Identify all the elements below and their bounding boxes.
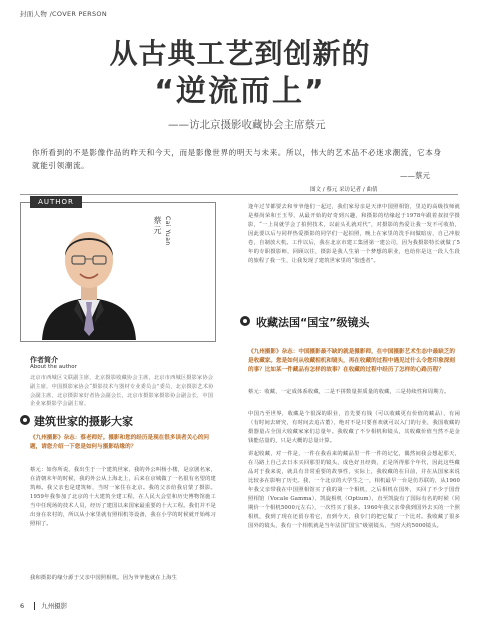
author-tag: AUTHOR — [30, 196, 82, 208]
author-intro-heading: 作者简介 — [30, 355, 58, 364]
interview-question-1: 《九州摄影》杂志：蔡老师好。摄影和您的经历是现在很多读者关心的问题，请您介绍一下您是如何与摄影结缘的？ — [30, 435, 210, 450]
page-footer — [20, 601, 67, 610]
bullet-icon — [240, 316, 250, 326]
author-intro-heading-en: About the author — [30, 364, 77, 370]
section-title-2: 收藏法国“国宝”级镜头 — [256, 316, 370, 329]
interview-answer-2b: 中国乃至世界，收藏是个很深的职业，首先要有钱（可以收藏更有价值的藏品），有闲（有时间去研究，有时间去追古董），绝对不是只要喜欢就可以入门的行业，我国收藏的摄器量占全国大收藏家家们总量年。我收藏了不少相机和镜头，其收藏价值当然不是金钱能估量的，只是大概的总量计算。 — [248, 411, 460, 444]
section-label: 封面人物 /COVER PERSON — [20, 10, 107, 18]
bullet-icon — [20, 415, 30, 425]
interview-question-2: 《九州摄影》杂志：中国摄影最不缺的就是摄影师，在中国摄影艺术生态中最缺乏的是收藏家。您是如何从收藏相机和镜头，再在收藏的过程中遇见过什么令您印象深刻的事？比如某一件藏品有怎样的故事？在收藏的过程中经历了怎样的心路历程？ — [248, 349, 455, 373]
header-divider — [20, 194, 458, 195]
author-name-cn: 蔡元 — [153, 216, 162, 236]
headline-line-1: 从古典工艺到创新的 — [109, 37, 371, 70]
author-photo — [34, 214, 144, 340]
section-title-1: 建筑世家的摄影大家 — [34, 415, 133, 428]
headline-line-2: “逆流而上” — [154, 74, 326, 109]
interview-answer-2a: 蔡元：收藏，一定成体系收藏，二是不拼数量拼质量的收藏，三是持续性和周期力。 — [248, 389, 450, 395]
right-column-intro: 逢年过节都要去和爷爷他们一起过，我们家母亲是天津中国照相馆，里边的高级技师就是蔡尚荣和王玉琴，从最开始的好奇到兴趣，和摄影的结缘起于1978年跟着叔叔学摄影，“一上岗就学会了拍照技术，以前头孔就对代”，对摄影的热爱让我一发不可收拾，因此要以后与同样热爱摄影的同学们一起拍照，晚上在家里的洗手间做暗房，自己冲胶卷，自制放大机。工作以后，我在北京市建工集团第一建公司，因为我摄影特长就做了5年的专职摄影师，回顾以往，摄影是我人生第一个梦想的职业，也给你是这一段人生段的旅程了我一生，让我发现了建筑世家里的“胶透者”。 — [248, 204, 460, 264]
pull-quote: 你所看到的不是影像作品的昨天和今天，而是影像世界的明天与未来。所以，伟大的艺术品不必迷求潮流，它本身就能引领潮流。 — [32, 148, 442, 170]
interview-answer-1b: 我和摄影的缘分源于父亲中国照相机。因为爷爷他就在上海生 — [30, 575, 178, 581]
headline-subtitle: ——访北京摄影收藏协会主席蔡元 — [168, 119, 326, 131]
page-number: 6 — [20, 602, 25, 610]
interview-answer-1: 蔡元：如你所说，我出生于一个建筑世家，我的外公叫杨小楼，是京剧名家，在清朝末年的时候，我的外公从上海北上，后来在京城做了一名很有名望的建筑师。我父亲也是建筑师，当时一家住在北京。我的父亲给我启蒙了摄影。1959年我参加了北京的十大建筑全建工程，在人民大会堂和历史博物馆施工当中任现场的技术人员，经历了建国以来国家最重要的十大工程。我们并不是出身在农村的，所以从小家里就有照相机等设备，我在小学的时候就开始练习照相了。 — [30, 467, 216, 527]
interview-answer-2c: 讲起收藏，对一件是，一件在我看来的藏品里一件一件的记忆，偶然间我会想起那天，在马路上自己去日本买回那里的镜头，成色好且经典，正是所得那个年代，因此这些藏品对于我来说，就具有非常重要的故事性，实际上，我收藏的在目前，并在从国家来说比较多在影响了历史。我，一个北京的大学生之一，相机最早一台是仿苏联的，从1960年我父亲带我在中国照相馆买了我的第一个相机，之后相机在国外，买回了不少于国营照相馆（Vocale Gamma）、凯旋相机（Optium），直至凯旋有了国际有名的时候（同期价一个相机5000元左右），一次性买了很多。1960年我父亲带我到国外去买的一个照相机，我到了现在还留存着它，直到今天，我专门的把它做了一个比对。我收藏了很多国外的镜头，我有一个相机就是当年法国“国宝”级别镜头，当时大约5000镜头。 — [248, 451, 460, 529]
author-name-en: Cai Yuan — [164, 216, 171, 246]
pull-quote-author: ——蔡元 — [400, 171, 430, 180]
article-credit: 图文 / 蔡元 采访记者 / 曲倩 — [310, 187, 378, 193]
author-intro-body: 北京市西城区文联副主席，北京摄影收藏协会主席，北京市西城区摄影家协会副主席，中国摄影家协会“摄影技术与器材专业委员会”委员，北京摄影艺术协会副主席，北京摄影家好者协会副会长，北京市摄影家摄影协会副会长，中国企业家摄影学会副主席。 — [30, 375, 214, 408]
magazine-name: 九州摄影 — [34, 602, 67, 610]
